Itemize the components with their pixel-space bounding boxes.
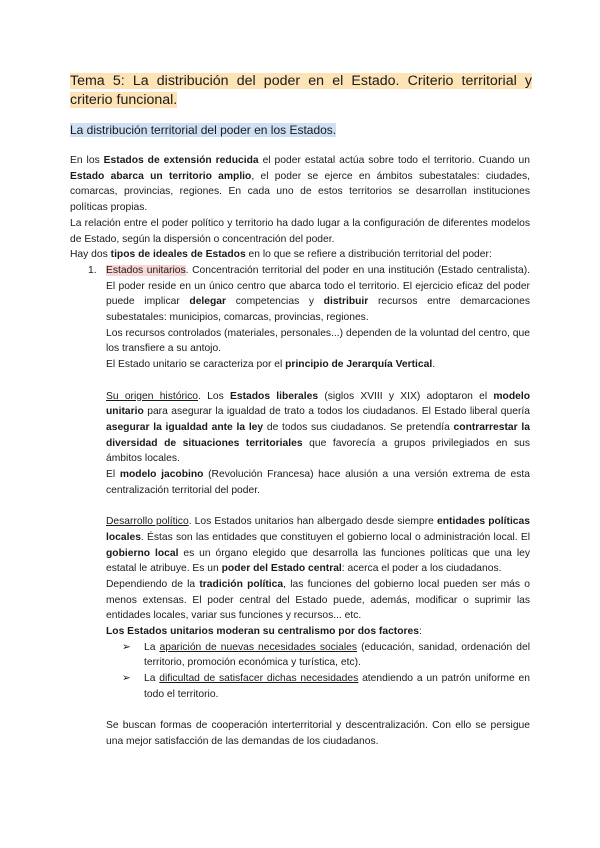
desarrollo-section xyxy=(70,514,530,640)
factor-text: La aparición de nuevas necesidades sociales (educación, sanidad, ordenación del territorio, promoción económica y turística, etc). xyxy=(144,641,530,669)
origen-heading: Su origen histórico xyxy=(106,390,199,402)
unitarios-paragraph-3: El Estado unitario se caracteriza por el principio de Jerarquía Vertical. xyxy=(106,359,436,371)
document-body xyxy=(70,153,530,750)
section-heading-text: La distribución territorial del poder en los Estados. xyxy=(70,123,337,137)
origen-paragraph-2: El modelo jacobino (Revolución Francesa) hace alusión a una versión extrema de esta centralización territorial del poder. xyxy=(106,469,530,496)
highlighted-term: Estados unitarios xyxy=(106,264,186,276)
unitarios-paragraph-1: Estados unitarios. Concentración territorial del poder en una institución (Estado centralista). El poder reside en un único centro que abarca todo el territorio. El ejercicio eficaz del poder puede implicar delegar competencias y distribuir recursos entre demarcaciones subestatales: municipios, comarcas, provincias, regiones. xyxy=(106,264,531,324)
list-number: 1. xyxy=(88,264,97,276)
desarrollo-paragraph-2: Dependiendo de la tradición política, las funciones del gobierno local pueden ser más o menos extensas. El poder central del Estado puede, además, modificar o suprimir las entidades locales, variar sus funciones y recursos... etc. xyxy=(106,578,530,622)
closing-paragraph: Se buscan formas de cooperación interterritorial y descentralización. Con ello se persigue una mejor satisfacción de las demandas de los ciudadanos. xyxy=(106,720,530,747)
title-text: Tema 5: La distribución del poder en el Estado. Criterio territorial y criterio funcional. xyxy=(70,73,532,108)
list-item-estados-unitarios xyxy=(70,263,530,373)
closing-section xyxy=(70,718,530,749)
intro-paragraph-1: En los Estados de extensión reducida el poder estatal actúa sobre todo el territorio. Cuando un Estado abarca un territorio amplio, el poder se ejerce en ámbitos subestatales: ciudades, comarcas, provincias, regiones. En cada uno de estos territorios se desarrollan instituciones políticas propias. xyxy=(70,155,531,214)
origen-section xyxy=(70,389,530,499)
desarrollo-paragraph-1: Desarrollo político. Los Estados unitarios han albergado desde siempre entidades políticas locales. Éstas son las entidades que constituyen el gobierno local o administración local. El gobierno local es un órgano elegido que desarrolla las funciones políticas que una ley estatal le atribuye. Es un poder del Estado central: acerca el poder a los ciudadanos. xyxy=(106,516,530,575)
arrow-bullet-icon: ➢ xyxy=(122,641,131,653)
arrow-bullet-icon: ➢ xyxy=(122,673,131,685)
factor-item xyxy=(70,671,530,702)
desarrollo-paragraph-3: Los Estados unitarios moderan su centralismo por dos factores: xyxy=(106,626,422,638)
origen-paragraph-1: Su origen histórico. Los Estados liberales (siglos XVIII y XIX) adoptaron el modelo unitario para asegurar la igualdad de trato a todos los ciudadanos. El Estado liberal quería asegurar la igualdad ante la ley de todos sus ciudadanos. Se pretendía contrarrestar la diversidad de situaciones territoriales que favorecía a grupos privilegiados en sus ámbitos locales. xyxy=(106,390,531,465)
intro-paragraph-2: La relación entre el poder político y territorio ha dado lugar a la configuración de diferentes modelos de Estado, según la dispersión o concentración del poder. xyxy=(70,217,530,245)
desarrollo-heading: Desarrollo político xyxy=(106,516,189,528)
intro-paragraph-3: Hay dos tipos de ideales de Estados en lo que se refiere a distribución territorial del poder: xyxy=(70,249,492,261)
page-title xyxy=(70,72,532,110)
factor-item xyxy=(70,640,530,671)
unitarios-paragraph-2: Los recursos controlados (materiales, personales...) dependen de la voluntad del centro, que los transfiere a su antojo. xyxy=(106,327,530,355)
section-heading xyxy=(70,122,336,138)
factor-text: La dificultad de satisfacer dichas necesidades atendiendo a un patrón uniforme en todo el territorio. xyxy=(144,673,530,700)
